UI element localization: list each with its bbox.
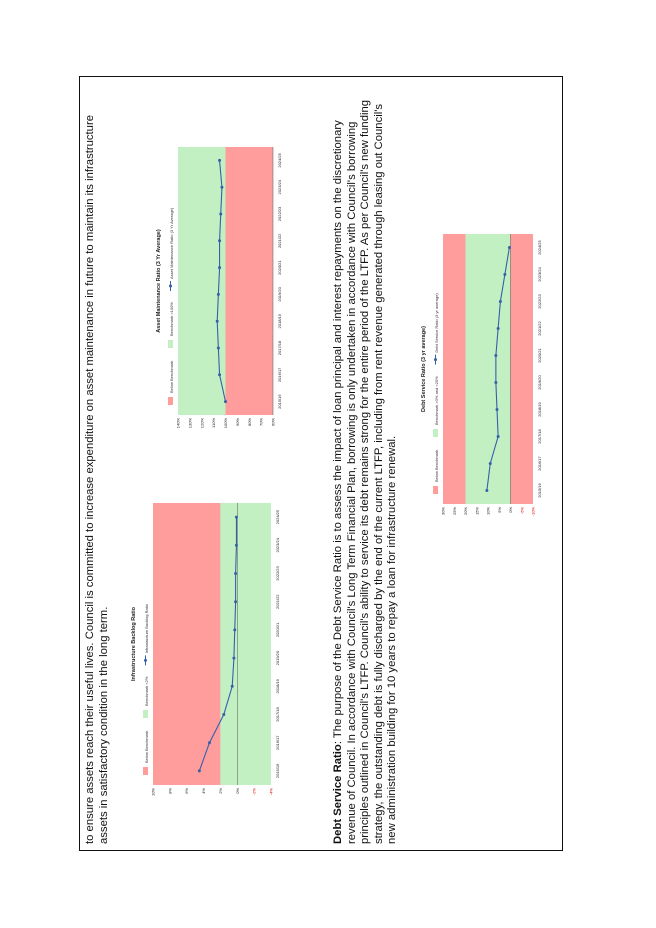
y-tick-label: 130% bbox=[187, 418, 193, 429]
legend-swatch bbox=[168, 397, 173, 405]
y-tick-label: 4% bbox=[201, 788, 207, 794]
x-tick-label: 2016/17 bbox=[277, 367, 282, 383]
y-tick-label: 0% bbox=[508, 507, 513, 513]
data-point bbox=[208, 741, 211, 744]
data-point bbox=[219, 213, 222, 216]
debt-service-chart bbox=[415, 216, 555, 534]
data-point bbox=[235, 516, 238, 519]
y-tick-label: -2% bbox=[251, 788, 257, 796]
x-tick-label: 2022/23 bbox=[275, 566, 280, 581]
y-tick-label: 20% bbox=[463, 507, 468, 516]
benchmark-band bbox=[226, 147, 274, 415]
y-tick-label: 30% bbox=[440, 507, 446, 516]
y-tick-label: 8% bbox=[167, 788, 173, 794]
legend-label: Below Benchmark bbox=[169, 360, 174, 393]
x-tick-label: 2019/20 bbox=[275, 650, 280, 666]
y-tick-label: 110% bbox=[211, 418, 217, 428]
data-point bbox=[233, 628, 236, 631]
y-tick-label: -4% bbox=[268, 788, 274, 796]
data-point bbox=[494, 354, 497, 357]
legend-swatch bbox=[143, 710, 148, 718]
data-point bbox=[497, 435, 500, 438]
x-tick-label: 2015/16 bbox=[275, 763, 280, 779]
data-point bbox=[224, 400, 227, 403]
y-tick-label: 10% bbox=[150, 788, 156, 797]
data-point bbox=[234, 600, 237, 603]
infrastructure-backlog-chart bbox=[125, 489, 293, 807]
data-point bbox=[231, 685, 234, 688]
paragraph-debt-service bbox=[332, 84, 400, 844]
x-tick-label: 2017/18 bbox=[277, 340, 282, 356]
legend-label: Infrastructure Backlog Ratio bbox=[144, 604, 149, 654]
x-tick-label: 2021/22 bbox=[275, 594, 280, 609]
x-tick-label: 2022/23 bbox=[537, 294, 542, 309]
x-tick-label: 2021/22 bbox=[537, 321, 542, 336]
x-tick-label: 2017/18 bbox=[275, 707, 280, 722]
x-tick-label: 2020/21 bbox=[275, 622, 280, 638]
y-tick-label: 80% bbox=[246, 418, 252, 427]
legend-label: Debt Service Ratio (3 yr average) bbox=[434, 293, 439, 353]
rotated-content bbox=[80, 77, 564, 852]
legend-label: Benchmark >100% bbox=[169, 302, 174, 336]
data-point bbox=[222, 713, 225, 716]
chart-title: Asset Maintenance Ratio (3 Yr Average) bbox=[156, 229, 162, 333]
data-point bbox=[508, 246, 511, 249]
x-tick-label: 2022/23 bbox=[277, 206, 282, 222]
y-tick-label: 6% bbox=[184, 788, 190, 794]
x-tick-label: 2023/24 bbox=[277, 179, 282, 195]
x-tick-label: 2016/17 bbox=[537, 456, 542, 471]
x-tick-label: 2024/25 bbox=[537, 240, 542, 255]
data-point bbox=[218, 159, 221, 162]
legend-label: Benchmark <2% bbox=[144, 676, 149, 706]
y-tick-label: 2% bbox=[217, 788, 223, 794]
data-point bbox=[489, 462, 492, 465]
legend-marker bbox=[144, 659, 147, 662]
legend-swatch bbox=[433, 429, 438, 437]
legend-label: Benchmark >0% and <20% bbox=[434, 376, 439, 425]
benchmark-band bbox=[220, 503, 271, 785]
y-tick-label: 25% bbox=[451, 507, 457, 516]
x-tick-label: 2016/17 bbox=[275, 735, 280, 750]
data-point bbox=[494, 381, 497, 384]
x-tick-label: 2015/16 bbox=[277, 394, 282, 409]
data-point bbox=[485, 489, 488, 492]
x-tick-label: 2019/20 bbox=[277, 287, 282, 302]
y-tick-label: 120% bbox=[199, 418, 205, 429]
x-tick-label: 2023/24 bbox=[537, 267, 542, 282]
x-tick-label: 2021/22 bbox=[277, 233, 282, 249]
data-point bbox=[503, 273, 506, 276]
data-point bbox=[218, 373, 221, 376]
x-tick-label: 2024/25 bbox=[277, 153, 282, 168]
data-point bbox=[235, 544, 238, 547]
debt-service-body: : The purpose of the Debt Service Ratio is to assess the impact of loan principal and interest repayments on the discretionary revenue of Council. In accordance with Council's Long Term Financial Plan, borrowing is only undertaken in accordance with Council's borrowing principles outlined in Council's LTFP. Council's ability to service its debt remains strong for the entire period of the LTFP. As per Council's new funding strategy, the outstanding debt is fully discharged by the end of the current LTFP, including from rent revenue generated through leasing out Council's new administration building for 10 years to repay a loan for infrastructure renewal. bbox=[332, 99, 399, 844]
legend-swatch bbox=[433, 486, 438, 494]
asset-maintenance-chart bbox=[150, 137, 295, 437]
legend-label: Asset Maintenance Ratio (3 Yr Average) bbox=[169, 207, 174, 279]
benchmark-band bbox=[443, 234, 466, 504]
y-tick-label: -5% bbox=[519, 507, 525, 515]
x-tick-label: 2018/19 bbox=[277, 313, 282, 329]
data-point bbox=[216, 320, 219, 323]
y-tick-label: 70% bbox=[258, 418, 264, 427]
x-tick-label: 2017/18 bbox=[537, 429, 542, 444]
legend-swatch bbox=[143, 767, 148, 775]
y-tick-label: 100% bbox=[223, 418, 228, 429]
legend-swatch bbox=[168, 340, 173, 348]
data-point bbox=[218, 239, 221, 242]
y-tick-label: 10% bbox=[485, 507, 491, 516]
page-frame bbox=[79, 76, 563, 851]
infrastructure-backlog-svg bbox=[125, 489, 293, 807]
x-tick-label: 2018/19 bbox=[537, 402, 542, 417]
data-point bbox=[232, 657, 235, 660]
data-point bbox=[234, 572, 237, 575]
data-point bbox=[217, 293, 220, 296]
data-point bbox=[497, 327, 500, 330]
data-point bbox=[217, 347, 220, 350]
chart-title: Infrastructure Backlog Ratio bbox=[131, 607, 137, 681]
chart-title: Debt Service Ratio (3 yr average) bbox=[421, 326, 427, 412]
legend-marker bbox=[169, 285, 172, 288]
y-tick-label: 90% bbox=[234, 418, 240, 427]
x-tick-label: 2020/21 bbox=[277, 260, 282, 275]
legend-marker bbox=[434, 358, 437, 361]
asset-maintenance-svg bbox=[150, 137, 295, 437]
data-point bbox=[198, 769, 201, 772]
y-tick-label: 5% bbox=[496, 507, 502, 513]
benchmark-band bbox=[511, 234, 534, 504]
x-tick-label: 2018/19 bbox=[275, 679, 280, 694]
paragraph-asset-maintenance: to ensure assets reach their useful lives. Council is committed to increase expenditure on asset maintenance in future to maintain its infrastructure assets in satisfactory condition in the long term. bbox=[84, 114, 110, 844]
x-tick-label: 2020/21 bbox=[537, 348, 542, 363]
y-tick-label: 60% bbox=[270, 418, 276, 427]
data-point bbox=[218, 266, 221, 269]
y-tick-label: 15% bbox=[474, 507, 480, 516]
data-point bbox=[499, 300, 502, 303]
data-point bbox=[220, 186, 223, 189]
x-tick-label: 2019/20 bbox=[537, 375, 542, 390]
data-point bbox=[496, 408, 499, 411]
debt-service-heading: Debt Service Ratio bbox=[332, 744, 344, 844]
debt-service-svg bbox=[415, 216, 555, 534]
y-tick-label: -10% bbox=[530, 507, 536, 517]
x-tick-label: 2024/25 bbox=[275, 509, 280, 525]
legend-label: Below Benchmark bbox=[144, 730, 149, 763]
legend-label: Below Benchmark bbox=[434, 449, 439, 482]
y-tick-label: 140% bbox=[175, 418, 181, 429]
x-tick-label: 2023/24 bbox=[275, 538, 280, 553]
x-tick-label: 2015/16 bbox=[537, 483, 542, 498]
y-tick-label: 0% bbox=[234, 788, 240, 794]
